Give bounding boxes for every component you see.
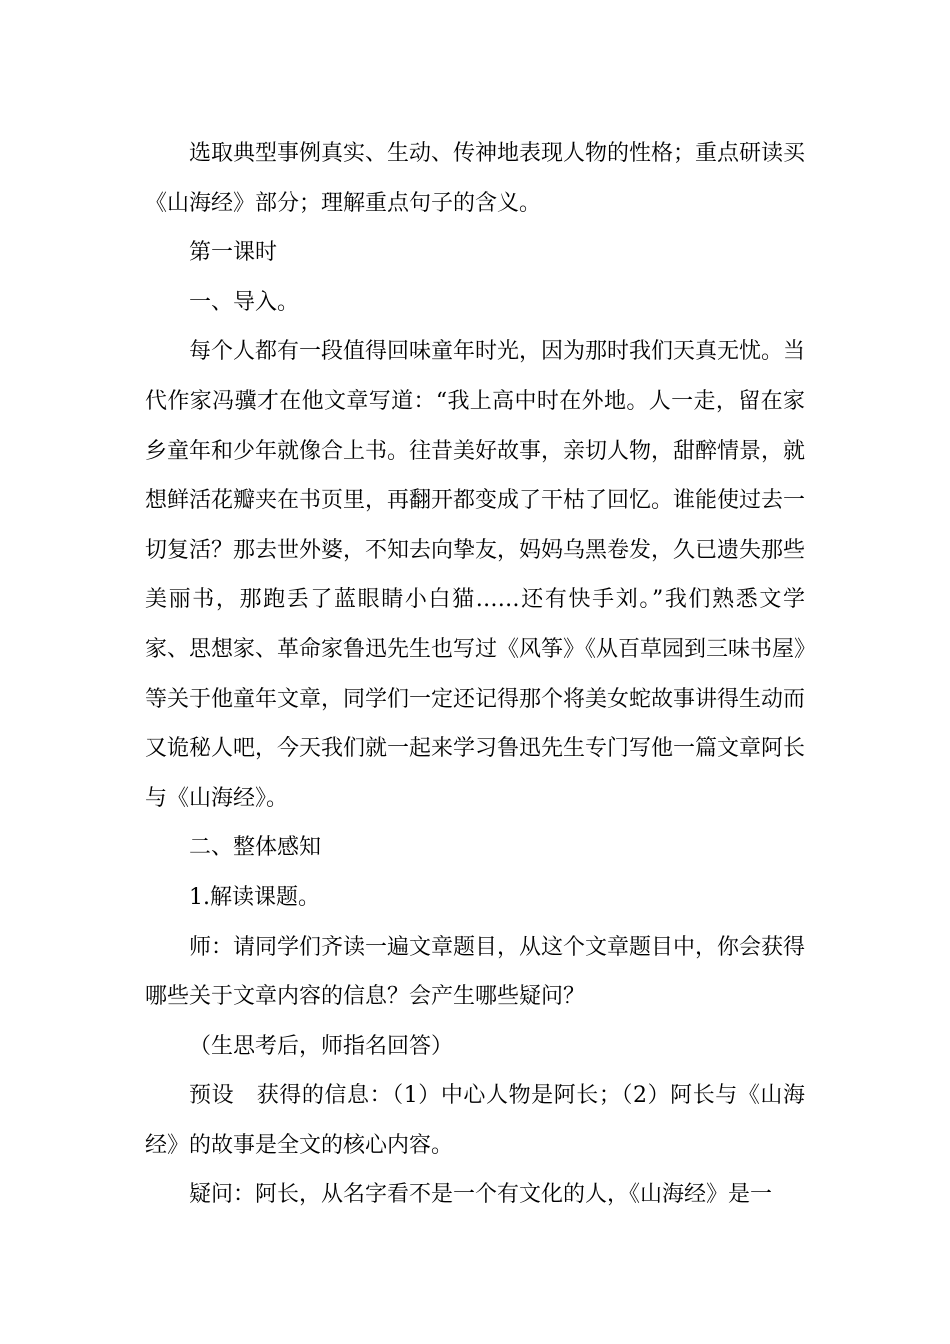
- paragraph-section-intro-heading: 一、导入。: [189, 289, 300, 315]
- paragraph-teacher-question: 师：请同学们齐读一遍文章题目，从这个文章题目中，你会获得哪些关于文章内容的信息？会产生哪些疑问？: [145, 934, 806, 1010]
- paragraph-student-note: （生思考后，师指名回答）: [189, 1033, 454, 1059]
- paragraph-section-overview-heading: 二、整体感知: [189, 835, 322, 861]
- paragraph-subheading-title-reading: 1.解读课题。: [189, 884, 320, 910]
- paragraph-intro-text: 每个人都有一段值得回味童年时光，因为那时我们天真无忧。当代作家冯骥才在他文章写道：“我上高中时在外地。人一走，留在家乡童年和少年就像合上书。往昔美好故事，亲切人物，甜醉情景，就想鲜活花瓣夹在书页里，再翻开都变成了干枯了回忆。谁能使过去一切复活？那去世外婆，不知去向挚友，妈妈乌黑卷发，久已遗失那些美丽书，那跑丢了蓝眼睛小白猫……还有快手刘。”我们熟悉文学家、思想家、革命家鲁迅先生也写过《风筝》《从百草园到三味书屋》等关于他童年文章，同学们一定还记得那个将美女蛇故事讲得生动而又诡秘人吧，今天我们就一起来学习鲁迅先生专门写他一篇文章阿长与《山海经》。: [145, 339, 806, 811]
- paragraph-objectives: 选取典型事例真实、生动、传神地表现人物的性格；重点研读买《山海经》部分；理解重点句子的含义。: [145, 141, 806, 216]
- paragraph-lesson-heading: 第一课时: [189, 240, 278, 266]
- document-body: [145, 129, 805, 1220]
- paragraph-question: 疑问：阿长，从名字看不是一个有文化的人，《山海经》是一: [189, 1182, 773, 1208]
- paragraph-preset-answer: 预设 获得的信息：（1）中心人物是阿长；（2）阿长与《山海经》的故事是全文的核心内容。: [145, 1083, 805, 1158]
